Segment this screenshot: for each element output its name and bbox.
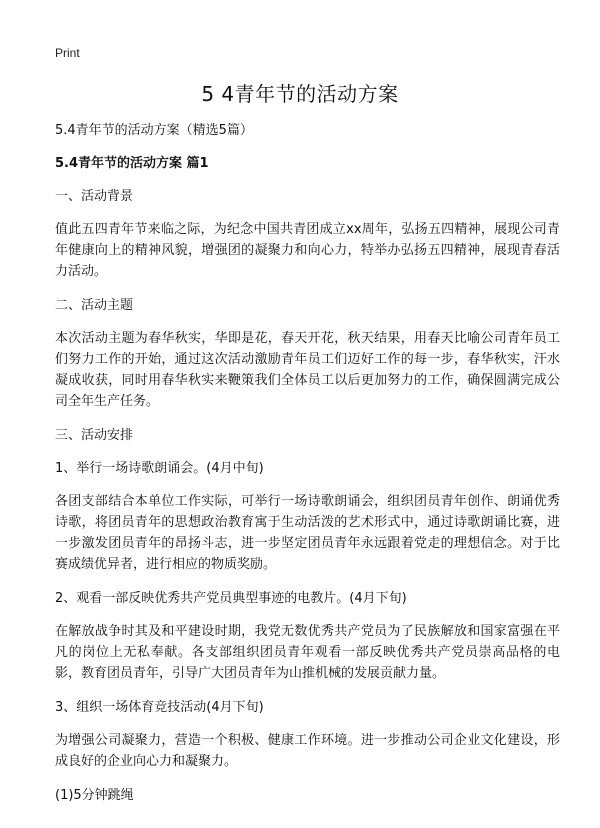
section-title: 5.4青年节的活动方案 篇1: [55, 156, 209, 171]
paragraph-sports-event: 为增强公司凝聚力，营造一个积极、健康工作环境。进一步推动公司企业文化建设，形成良好的企业向心力和凝聚力。: [55, 733, 560, 769]
paragraph-film-viewing: 在解放战争时其及和平建设时期，我党无数优秀共产党员为了民族解放和国家富强在平凡的岗位上无私奉献。各支部组织团员青年观看一部反映优秀共产党员崇高品格的电影，教育团员青年，引导广大团员青年为山推机械的发展贡献力量。: [55, 624, 560, 681]
heading-film-viewing: 2、观看一部反映优秀共产党员典型事迹的电教片。(4月下旬): [55, 591, 407, 606]
paragraph-poetry-recital: 各团支部结合本单位工作实际，可举行一场诗歌朗诵会，组织团员青年创作、朗诵优秀诗歌，将团员青年的思想政治教育寓于生动活泼的艺术形式中，通过诗歌朗诵比赛，进一步激发团员青年的昂扬斗志，进一步坚定团员青年永远跟着党走的理想信念。对于比赛成绩优异者，进行相应的物质奖励。: [55, 494, 560, 572]
print-label: Print: [55, 46, 80, 60]
heading-sports-event: 3、组织一场体育竞技活动(4月下旬): [55, 700, 264, 715]
document-body: [55, 120, 560, 818]
heading-poetry-recital: 1、举行一场诗歌朗诵会。(4月中旬): [55, 461, 264, 476]
document-subtitle: 5.4青年节的活动方案（精选5篇）: [55, 123, 253, 138]
heading-arrangement: 三、活动安排: [55, 428, 134, 443]
heading-background: 一、活动背景: [55, 189, 134, 204]
document-title: 5 4青年节的活动方案: [201, 82, 399, 106]
heading-theme: 二、活动主题: [55, 298, 134, 313]
heading-rope-skipping: (1)5分钟跳绳: [55, 788, 134, 803]
paragraph-background: 值此五四青年节来临之际，为纪念中国共青团成立xx周年，弘扬五四精神，展现公司青年健康向上的精神风貌，增强团的凝聚力和向心力，特举办弘扬五四精神，展现青春活力活动。: [55, 222, 560, 279]
paragraph-theme: 本次活动主题为春华秋实，华即是花，春天开花，秋天结果，用春天比喻公司青年员工们努力工作的开始，通过这次活动激励青年员工们迈好工作的每一步，春华秋实，汗水凝成收获，同时用春华秋实来鞭策我们全体员工以后更加努力的工作，确保圆满完成公司全年生产任务。: [55, 331, 560, 409]
